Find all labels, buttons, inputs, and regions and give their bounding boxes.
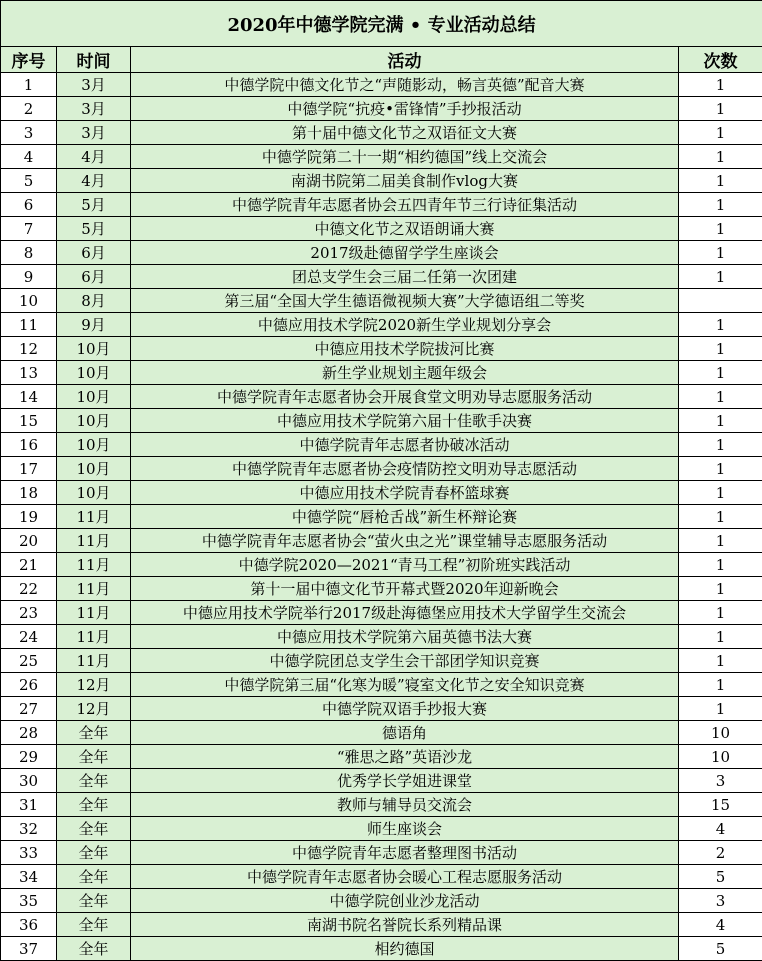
cell-index[interactable]: 15 [1,409,57,433]
cell-index[interactable]: 26 [1,673,57,697]
table-row [1,505,762,529]
cell-index[interactable]: 18 [1,481,57,505]
cell-activity[interactable]: 中德应用技术学院拔河比赛 [131,337,679,361]
cell-time[interactable]: 9月 [57,313,131,337]
cell-time[interactable]: 5月 [57,217,131,241]
table-row [1,841,762,865]
table-row [1,457,762,481]
table-row [1,793,762,817]
table-row [1,241,762,265]
table-row [1,745,762,769]
table-row [1,553,762,577]
table-row [1,937,762,961]
cell-count[interactable]: 3 [679,769,762,793]
cell-activity[interactable]: 中德学院青年志愿者协会疫情防控文明劝导志愿活动 [131,457,679,481]
cell-time[interactable]: 10月 [57,385,131,409]
cell-time[interactable]: 4月 [57,145,131,169]
cell-count[interactable]: 1 [679,601,762,625]
cell-activity[interactable]: 中德学院创业沙龙活动 [131,889,679,913]
cell-activity[interactable]: 中德文化节之双语朗诵大赛 [131,217,679,241]
cell-activity[interactable]: “雅思之路”英语沙龙 [131,745,679,769]
cell-activity[interactable]: 中德学院“唇枪舌战”新生杯辩论赛 [131,505,679,529]
cell-index[interactable]: 16 [1,433,57,457]
cell-time[interactable]: 10月 [57,457,131,481]
cell-time[interactable]: 4月 [57,169,131,193]
table-row [1,313,762,337]
cell-count[interactable]: 4 [679,817,762,841]
cell-count[interactable]: 10 [679,745,762,769]
table-row [1,121,762,145]
cell-count[interactable]: 1 [679,241,762,265]
header-count[interactable]: 次数 [679,47,762,73]
cell-time[interactable]: 8月 [57,289,131,313]
cell-activity[interactable]: 中德学院中德文化节之“声随影动，畅言英德”配音大赛 [131,73,679,97]
cell-activity[interactable]: 中德学院青年志愿者协破冰活动 [131,433,679,457]
table-row [1,697,762,721]
cell-activity[interactable]: 中德学院“抗疫•雷锋情”手抄报活动 [131,97,679,121]
cell-time[interactable]: 3月 [57,97,131,121]
cell-count[interactable]: 5 [679,865,762,889]
cell-time[interactable]: 全年 [57,937,131,961]
cell-count[interactable]: 1 [679,337,762,361]
cell-activity[interactable]: 中德学院第二十一期“相约德国”线上交流会 [131,145,679,169]
cell-count[interactable]: 1 [679,169,762,193]
cell-time[interactable]: 10月 [57,337,131,361]
cell-index[interactable]: 25 [1,649,57,673]
cell-activity[interactable]: 中德学院青年志愿者协会五四青年节三行诗征集活动 [131,193,679,217]
cell-index[interactable]: 29 [1,745,57,769]
cell-time[interactable]: 10月 [57,433,131,457]
cell-activity[interactable]: 中德学院青年志愿者整理图书活动 [131,841,679,865]
cell-count[interactable]: 1 [679,505,762,529]
cell-index[interactable]: 11 [1,313,57,337]
cell-activity[interactable]: 德语角 [131,721,679,745]
cell-activity[interactable]: 中德学院青年志愿者协会暖心工程志愿服务活动 [131,865,679,889]
cell-activity[interactable]: 团总支学生会三届二任第一次团建 [131,265,679,289]
cell-count[interactable]: 15 [679,793,762,817]
table-row [1,865,762,889]
table-row [1,481,762,505]
cell-index[interactable]: 1 [1,73,57,97]
cell-count[interactable]: 1 [679,481,762,505]
cell-time[interactable]: 11月 [57,577,131,601]
cell-count[interactable]: 1 [679,265,762,289]
cell-index[interactable]: 17 [1,457,57,481]
cell-index[interactable]: 19 [1,505,57,529]
cell-time[interactable]: 11月 [57,553,131,577]
table-row [1,217,762,241]
cell-index[interactable]: 8 [1,241,57,265]
cell-count[interactable]: 1 [679,145,762,169]
cell-index[interactable]: 24 [1,625,57,649]
cell-time[interactable]: 全年 [57,865,131,889]
cell-activity[interactable]: 优秀学长学姐进课堂 [131,769,679,793]
cell-index[interactable]: 32 [1,817,57,841]
cell-index[interactable]: 35 [1,889,57,913]
cell-activity[interactable]: 中德学院团总支学生会干部团学知识竞赛 [131,649,679,673]
table-row [1,337,762,361]
table-row [1,625,762,649]
cell-activity[interactable]: 第三届“全国大学生德语微视频大赛”大学德语组二等奖 [131,289,679,313]
cell-time[interactable]: 12月 [57,697,131,721]
cell-time[interactable]: 6月 [57,241,131,265]
cell-time[interactable]: 10月 [57,409,131,433]
table-row [1,265,762,289]
cell-activity[interactable]: 教师与辅导员交流会 [131,793,679,817]
cell-index[interactable]: 9 [1,265,57,289]
table-row [1,409,762,433]
table-row [1,817,762,841]
table-row [1,169,762,193]
cell-activity[interactable]: 中德学院2020—2021“青马工程”初阶班实践活动 [131,553,679,577]
cell-time[interactable]: 11月 [57,601,131,625]
cell-time[interactable]: 全年 [57,745,131,769]
table-row [1,577,762,601]
cell-count[interactable]: 1 [679,649,762,673]
cell-index[interactable]: 31 [1,793,57,817]
table-row [1,289,762,313]
cell-time[interactable]: 12月 [57,673,131,697]
cell-count[interactable]: 1 [679,217,762,241]
cell-count[interactable]: 1 [679,385,762,409]
table-row [1,889,762,913]
cell-index[interactable]: 3 [1,121,57,145]
cell-count[interactable]: 1 [679,553,762,577]
cell-activity[interactable]: 中德学院双语手抄报大赛 [131,697,679,721]
cell-time[interactable]: 11月 [57,529,131,553]
cell-time[interactable]: 全年 [57,793,131,817]
cell-time[interactable]: 10月 [57,361,131,385]
cell-time[interactable]: 3月 [57,73,131,97]
cell-time[interactable]: 全年 [57,817,131,841]
cell-time[interactable]: 3月 [57,121,131,145]
header-time[interactable]: 时间 [57,47,131,73]
cell-time[interactable]: 全年 [57,721,131,745]
cell-index[interactable]: 27 [1,697,57,721]
cell-activity[interactable]: 中德学院第三届“化寒为暖”寝室文化节之安全知识竞赛 [131,673,679,697]
cell-time[interactable]: 5月 [57,193,131,217]
cell-time[interactable]: 11月 [57,625,131,649]
cell-count[interactable]: 5 [679,937,762,961]
cell-index[interactable]: 5 [1,169,57,193]
cell-count[interactable]: 1 [679,457,762,481]
table-body [1,73,762,961]
cell-index[interactable]: 4 [1,145,57,169]
table-row [1,529,762,553]
cell-count[interactable]: 1 [679,409,762,433]
cell-time[interactable]: 6月 [57,265,131,289]
cell-activity[interactable]: 中德应用技术学院第六届英德书法大赛 [131,625,679,649]
table-row [1,145,762,169]
cell-count[interactable]: 1 [679,121,762,145]
cell-index[interactable]: 20 [1,529,57,553]
cell-index[interactable]: 12 [1,337,57,361]
table-row [1,73,762,97]
cell-count[interactable]: 1 [679,529,762,553]
cell-activity[interactable]: 中德学院青年志愿者协会“萤火虫之光”课堂辅导志愿服务活动 [131,529,679,553]
cell-activity[interactable]: 相约德国 [131,937,679,961]
cell-index[interactable]: 14 [1,385,57,409]
cell-time[interactable]: 11月 [57,505,131,529]
cell-time[interactable]: 10月 [57,481,131,505]
cell-index[interactable]: 37 [1,937,57,961]
cell-activity[interactable]: 新生学业规划主题年级会 [131,361,679,385]
header-index[interactable]: 序号 [1,47,57,73]
table-row [1,769,762,793]
cell-index[interactable]: 34 [1,865,57,889]
header-activity[interactable]: 活动 [131,47,679,73]
table-row [1,649,762,673]
cell-count[interactable]: 1 [679,673,762,697]
cell-index[interactable]: 30 [1,769,57,793]
cell-index[interactable]: 21 [1,553,57,577]
cell-count[interactable]: 4 [679,913,762,937]
cell-time[interactable]: 全年 [57,841,131,865]
cell-index[interactable]: 28 [1,721,57,745]
cell-activity[interactable]: 第十一届中德文化节开幕式暨2020年迎新晚会 [131,577,679,601]
table-row [1,433,762,457]
cell-index[interactable]: 7 [1,217,57,241]
cell-count[interactable] [679,289,762,313]
cell-count[interactable]: 1 [679,361,762,385]
table-row [1,913,762,937]
cell-count[interactable]: 2 [679,841,762,865]
cell-time[interactable]: 11月 [57,649,131,673]
cell-count[interactable]: 10 [679,721,762,745]
table-row [1,721,762,745]
cell-index[interactable]: 10 [1,289,57,313]
cell-activity[interactable]: 师生座谈会 [131,817,679,841]
cell-activity[interactable]: 中德应用技术学院举行2017级赴海德堡应用技术大学留学生交流会 [131,601,679,625]
cell-count[interactable]: 1 [679,577,762,601]
table-row [1,385,762,409]
table-title[interactable]: 2020年中德学院完满 • 专业活动总结 [1,1,762,47]
cell-time[interactable]: 全年 [57,769,131,793]
cell-count[interactable]: 1 [679,433,762,457]
cell-time[interactable]: 全年 [57,889,131,913]
cell-index[interactable]: 2 [1,97,57,121]
cell-activity[interactable]: 中德应用技术学院2020新生学业规划分享会 [131,313,679,337]
cell-activity[interactable]: 中德应用技术学院青春杯篮球赛 [131,481,679,505]
cell-count[interactable]: 1 [679,193,762,217]
cell-index[interactable]: 23 [1,601,57,625]
cell-activity[interactable]: 2017级赴德留学学生座谈会 [131,241,679,265]
cell-activity[interactable]: 南湖书院名誉院长系列精品课 [131,913,679,937]
cell-index[interactable]: 36 [1,913,57,937]
cell-count[interactable]: 1 [679,697,762,721]
cell-activity[interactable]: 中德学院青年志愿者协会开展食堂文明劝导志愿服务活动 [131,385,679,409]
cell-activity[interactable]: 中德应用技术学院第六届十佳歌手决赛 [131,409,679,433]
cell-count[interactable]: 3 [679,889,762,913]
cell-index[interactable]: 6 [1,193,57,217]
cell-index[interactable]: 33 [1,841,57,865]
cell-count[interactable]: 1 [679,97,762,121]
table-row [1,361,762,385]
table-row [1,673,762,697]
table-row [1,601,762,625]
table-row [1,97,762,121]
cell-count[interactable]: 1 [679,73,762,97]
cell-count[interactable]: 1 [679,625,762,649]
cell-count[interactable]: 1 [679,313,762,337]
table-row [1,193,762,217]
cell-index[interactable]: 13 [1,361,57,385]
cell-index[interactable]: 22 [1,577,57,601]
cell-activity[interactable]: 第十届中德文化节之双语征文大赛 [131,121,679,145]
cell-time[interactable]: 全年 [57,913,131,937]
cell-activity[interactable]: 南湖书院第二届美食制作vlog大赛 [131,169,679,193]
